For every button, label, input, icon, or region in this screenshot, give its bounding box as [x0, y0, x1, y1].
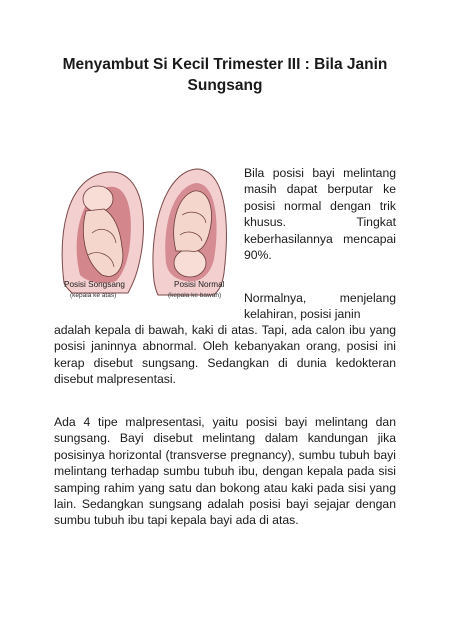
paragraph-normal-position-start: Normalnya, menjelang kelahiran, posisi janin: [244, 291, 396, 322]
breech-uterus-drawing: [62, 172, 143, 293]
paragraph-normal-position-rest: adalah kepala di bawah, kaki di atas. Tapi, ada calon ibu yang posisi janinnya abnormal. Oleh kebanyakan orang, posisi ini kerap disebut sungsang. Sedangkan di dunia kedokteran disebut malpresentasi.: [54, 323, 396, 387]
page-title: Menyambut Si Kecil Trimester III : Bila Janin Sungsang: [62, 56, 388, 94]
breech-sublabel: (kepala ke atas): [70, 292, 117, 299]
fetal-position-illustration: [58, 163, 230, 305]
paragraph-breech-turning: Bila posisi bayi melintang masih dapat berputar ke posisi normal dengan trik khusus. Tingkat keberhasilannya mencapai 90%.: [244, 166, 396, 263]
normal-label: Posisi Normal: [174, 280, 225, 289]
breech-label: Posisi Songsang: [64, 280, 125, 289]
paragraph-malpresentation-types: Ada 4 tipe malpresentasi, yaitu posisi bayi melintang dan sungsang. Bayi disebut melintang dalam kandungan jika posisinya horizontal (transverse pregnancy), sumbu tubuh bayi melintang terhadap sumbu tubuh ibu, dengan kepala pada sisi samping rahim yang satu dan bokong atau kaki pada sisi yang lain. Sedangkan sungsang adalah posisi bayi sejajar dengan sumbu tubuh ibu tapi kepala bayi ada di atas.: [54, 415, 396, 528]
uterus-diagram: [58, 163, 230, 305]
normal-uterus-drawing: [153, 169, 226, 295]
normal-sublabel: (kepala ke bawah): [168, 292, 222, 299]
